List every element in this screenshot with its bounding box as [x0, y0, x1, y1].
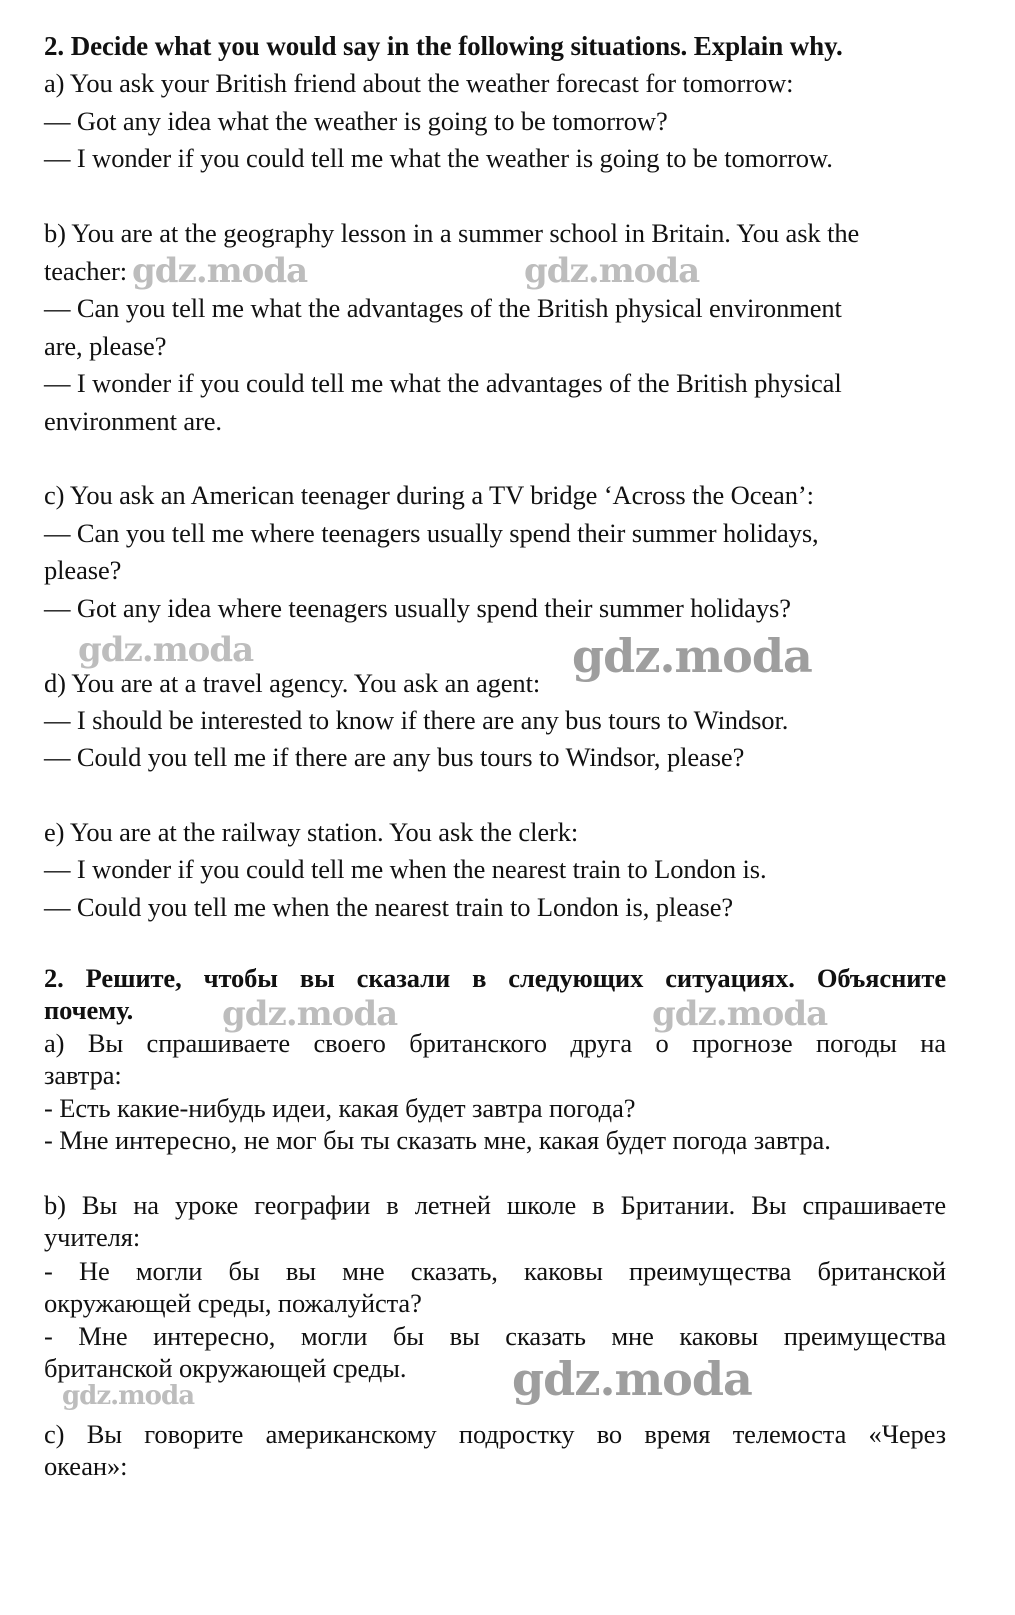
- situation-b-prompt-cont: teacher:: [44, 256, 128, 286]
- situation-b-prompt: b) You are at the geography lesson in a summer school in Britain. You ask the: [44, 218, 860, 248]
- situation-c-prompt: c) You ask an American teenager during a TV bridge ‘Across the Ocean’:: [44, 480, 814, 510]
- ru-situation-b-option-2: - Мне интересно, могли бы вы сказать мне каковы преимущества: [44, 1321, 946, 1351]
- watermark: gdz.moda: [132, 251, 308, 291]
- situation-b-option-1-cont: are, please?: [44, 331, 167, 361]
- situation-d-prompt: d) You are at a travel agency. You ask an agent:: [44, 668, 541, 698]
- situation-c-option-1: — Can you tell me where teenagers usually spend their summer holidays,: [44, 518, 819, 548]
- watermark: gdz.moda: [652, 994, 828, 1034]
- situation-c-option-1-cont: please?: [44, 555, 122, 585]
- watermark: gdz.moda: [512, 1352, 752, 1406]
- english-heading: 2. Decide what you would say in the following situations. Explain why.: [44, 31, 843, 61]
- watermark: gdz.moda: [222, 994, 398, 1034]
- situation-c-option-2: — Got any idea where teenagers usually spend their summer holidays?: [44, 593, 791, 623]
- ru-situation-b-option-1-cont: окружающей среды, пожалуйста?: [44, 1288, 422, 1318]
- ru-situation-a-option-1: - Есть какие-нибудь идеи, какая будет завтра погода?: [44, 1093, 636, 1123]
- situation-b-option-2-cont: environment are.: [44, 406, 222, 436]
- ru-situation-b-prompt: b) Вы на уроке географии в летней школе в Британии. Вы спрашиваете: [44, 1190, 946, 1220]
- watermark: gdz.moda: [524, 251, 700, 291]
- russian-heading-cont: почему.: [44, 995, 134, 1025]
- situation-d-option-2: — Could you tell me if there are any bus tours to Windsor, please?: [44, 742, 745, 772]
- watermark: gdz.moda: [78, 630, 254, 670]
- situation-e-prompt: e) You are at the railway station. You ask the clerk:: [44, 817, 579, 847]
- ru-situation-c-prompt-cont: океан»:: [44, 1451, 128, 1481]
- ru-situation-a-prompt-cont: завтра:: [44, 1060, 122, 1090]
- ru-situation-b-option-2-cont: британской окружающей среды.: [44, 1353, 407, 1383]
- ru-situation-a-prompt: а) Вы спрашиваете своего британского друга о прогнозе погоды на: [44, 1028, 946, 1058]
- ru-situation-a-option-2: - Мне интересно, не мог бы ты сказать мне, какая будет погода завтра.: [44, 1125, 831, 1155]
- ru-situation-b-prompt-cont: учителя:: [44, 1222, 141, 1252]
- watermark: gdz.moda: [572, 629, 812, 683]
- situation-e-option-2: — Could you tell me when the nearest train to London is, please?: [44, 892, 734, 922]
- situation-b-option-2: — I wonder if you could tell me what the advantages of the British physical: [44, 368, 842, 398]
- watermark: gdz.moda: [62, 1381, 195, 1411]
- situation-b-option-1: — Can you tell me what the advantages of the British physical environment: [44, 293, 842, 323]
- ru-situation-b-option-1: - Не могли бы вы мне сказать, каковы преимущества британской: [44, 1256, 946, 1286]
- situation-a-option-2: — I wonder if you could tell me what the weather is going to be tomorrow.: [44, 143, 833, 173]
- situation-e-option-1: — I wonder if you could tell me when the nearest train to London is.: [44, 854, 767, 884]
- situation-d-option-1: — I should be interested to know if there are any bus tours to Windsor.: [44, 705, 789, 735]
- situation-a-prompt: a) You ask your British friend about the weather forecast for tomorrow:: [44, 68, 794, 98]
- russian-heading: 2. Решите, чтобы вы сказали в следующих ситуациях. Объясните: [44, 963, 946, 993]
- situation-a-option-1: — Got any idea what the weather is going to be tomorrow?: [44, 106, 668, 136]
- ru-situation-c-prompt: с) Вы говорите американскому подростку во время телемоста «Через: [44, 1419, 946, 1449]
